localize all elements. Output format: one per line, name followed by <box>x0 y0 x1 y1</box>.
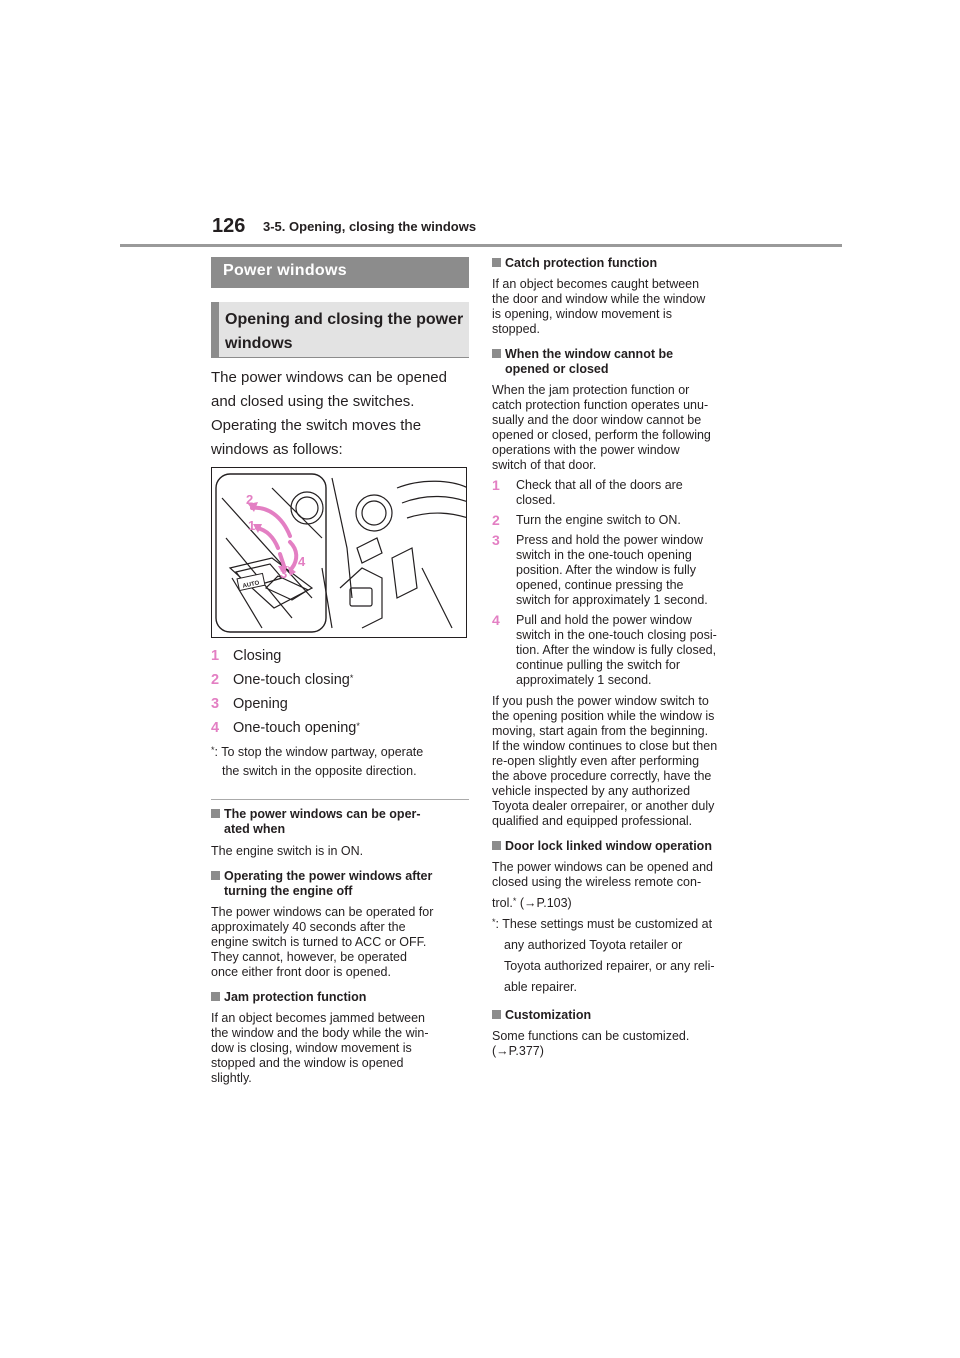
list-number: 4 <box>211 720 220 736</box>
power-window-switch-illustration <box>211 467 467 638</box>
step-item: 4 Pull and hold the power window switch in the one-touch closing posi- tion. After the window is fully closed, continue pulling the switch for approximately 1 second. <box>492 612 717 687</box>
divider <box>211 799 469 800</box>
step-item: 3 Press and hold the power window switch in the one-touch opening position. After the window is fully opened, continue pressing the switch for approximately 1 second. <box>492 532 708 607</box>
body-text: Some functions can be customized. (→P.377) <box>492 1029 690 1058</box>
settings-note: *: These settings must be customized at any authorized Toyota retailer or Toyota authorized repairer, or any reli- able repairer. <box>492 917 715 994</box>
footnote <box>211 743 473 781</box>
section-title: Power windows <box>223 262 347 279</box>
label-1: 1 <box>248 518 256 533</box>
intro-line: and closed using the switches. <box>211 393 415 410</box>
auto-switch <box>237 573 265 590</box>
body-text: If an object becomes caught between the door and window while the window is opening, window movement is stopped. <box>492 277 706 336</box>
heading-cannot-open: When the window cannot be opened or closed <box>492 347 754 377</box>
intro-line: Operating the switch moves the <box>211 417 422 434</box>
switch-drawing <box>212 468 467 638</box>
subsection-title: Opening and closing the power windows <box>225 311 464 352</box>
body-text: trol.* (→P.103) <box>492 896 572 910</box>
heading-catch-protection: Catch protection function <box>492 256 754 271</box>
label-3: 3 <box>280 566 288 581</box>
body-text: If you push the power window switch to the opening position while the window is moving, start again from the beginning. If the window continues to close but then re-open slightly even after performing the above procedure correctly, have the vehicle inspected by any authorized Toyota dealer orrepairer, or another duly qualified and equipped professional. <box>492 694 718 828</box>
heading-jam-protection: Jam protection function <box>211 990 471 1005</box>
page-number: 126 <box>212 215 246 237</box>
list-number: 2 <box>211 672 220 688</box>
right-notes <box>492 256 754 1059</box>
body-text: The engine switch is in ON. <box>211 844 364 858</box>
label-2: 2 <box>246 492 254 507</box>
list-text: One-touch closing <box>233 672 350 688</box>
heading-after-engine-off: Operating the power windows after turning the engine off <box>211 869 471 899</box>
body-text: If an object becomes jammed between the window and the body while the win- dow is closing, window movement is stopped and the window is opened slightly. <box>211 1011 429 1085</box>
arrow-one-touch-opening <box>290 542 296 568</box>
footnote-star: * <box>356 721 360 731</box>
subsection-title-bar <box>211 302 469 358</box>
footnote-mark: * <box>211 745 215 755</box>
label-4: 4 <box>298 554 306 569</box>
list-text: One-touch opening <box>233 720 357 736</box>
list-number: 1 <box>211 648 220 664</box>
header-rule <box>120 244 842 247</box>
step-item: 2 Turn the engine switch to ON. <box>492 512 681 528</box>
body-text: When the jam protection function or catch protection function operates unu- sually and the door window cannot be opened or closed, perform the following operations with the power window switch of that door. <box>492 383 711 472</box>
list-text: Opening <box>233 696 288 712</box>
footnote-text: the switch in the opposite direction. <box>222 764 417 778</box>
footnote-star: * <box>349 673 354 683</box>
heading-door-lock-linked: Door lock linked window operation <box>492 839 754 854</box>
list-text: Closing <box>233 648 282 664</box>
list-number: 3 <box>211 696 220 712</box>
heading-customization: Customization <box>492 1008 754 1023</box>
auto-label: AUTO <box>242 580 260 590</box>
section-header: 3-5. Opening, closing the windows <box>263 219 477 234</box>
body-text: The power windows can be opened and closed using the wireless remote con- <box>492 860 713 889</box>
intro-line: windows as follows: <box>211 441 343 458</box>
list-item <box>211 669 471 693</box>
heading-oper-when: The power windows can be oper- ated when <box>211 807 471 837</box>
arrow-closing <box>257 528 278 548</box>
section-title-bar <box>211 257 469 288</box>
intro-text <box>211 366 473 462</box>
footnote-text: : To stop the window partway, operate <box>214 745 424 759</box>
step-item: 1 Check that all of the doors are closed. <box>492 477 683 507</box>
list-item <box>211 717 471 741</box>
switch-operation-list <box>211 645 471 741</box>
list-item <box>211 645 471 669</box>
list-item <box>211 693 471 717</box>
intro-line: The power windows can be opened <box>211 369 447 386</box>
body-text: The power windows can be operated for approximately 40 seconds after the engine switch is turned to ACC or OFF. They cannot, however, be operated once either front door is opened. <box>211 905 434 979</box>
left-notes <box>211 807 471 1086</box>
